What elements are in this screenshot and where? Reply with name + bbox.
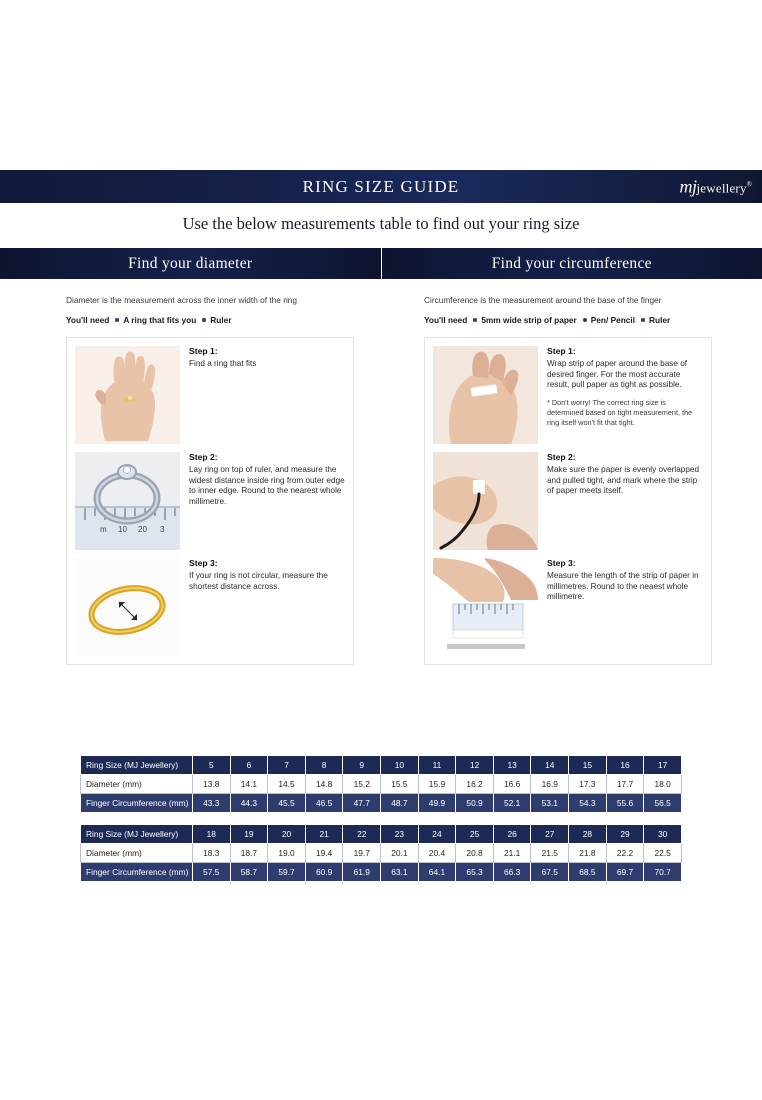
table-row <box>81 756 682 775</box>
table-2-size-7: 25 <box>456 825 494 844</box>
table-1-diameter-3: 14.8 <box>305 775 343 794</box>
table-2-size-5: 23 <box>381 825 419 844</box>
ring-size-table-2 <box>80 824 682 882</box>
circumference-step-3-body: Measure the length of the strip of paper in millimetres. Round to the neaest whole millimetre. <box>547 570 699 602</box>
table-2-size-1: 19 <box>230 825 268 844</box>
table-1-diameter-12: 18.0 <box>644 775 682 794</box>
table-2-size-8: 26 <box>493 825 531 844</box>
table-2-diameter-2: 19.0 <box>268 844 306 863</box>
table-1-diameter-7: 16.2 <box>456 775 494 794</box>
table-1-diameter-10: 17.3 <box>569 775 607 794</box>
table-2-row-label-circumference: Finger Circumference (mm) <box>81 863 193 882</box>
table-1-diameter-8: 16.6 <box>493 775 531 794</box>
table-1-circ-5: 48.7 <box>381 794 419 813</box>
svg-text:20: 20 <box>138 524 147 534</box>
circumference-step-1-title: Step 1: <box>547 345 576 356</box>
table-2-circ-6: 64.1 <box>418 863 456 882</box>
paper-strip-around-finger-image <box>433 346 538 444</box>
circumference-need-item-0-label: 5mm wide strip of paper <box>481 314 577 325</box>
table-1-size-6: 11 <box>418 756 456 775</box>
circumference-need-item-1 <box>580 315 635 325</box>
table-1-circ-1: 44.3 <box>230 794 268 813</box>
circumference-step-1-text <box>538 346 703 444</box>
table-1-size-11: 16 <box>606 756 644 775</box>
table-1-circ-11: 55.6 <box>606 794 644 813</box>
diameter-step-1-body: Find a ring that fits <box>189 358 257 368</box>
page-title: RING SIZE GUIDE <box>302 176 460 196</box>
brand-name: jewellery <box>696 180 747 195</box>
svg-text:10: 10 <box>118 524 127 534</box>
table-2-diameter-4: 19.7 <box>343 844 381 863</box>
table-1-size-10: 15 <box>569 756 607 775</box>
circumference-need-item-2 <box>638 315 670 325</box>
table-2-diameter-6: 20.4 <box>418 844 456 863</box>
table-2-circ-1: 58.7 <box>230 863 268 882</box>
table-2-diameter-12: 22.5 <box>644 844 682 863</box>
hand-with-ring-image <box>75 346 180 444</box>
table-1-size-0: 5 <box>193 756 231 775</box>
table-2-diameter-9: 21.5 <box>531 844 569 863</box>
brand-registered-mark: ® <box>746 180 752 189</box>
table-1-size-7: 12 <box>456 756 494 775</box>
table-2-diameter-0: 18.3 <box>193 844 231 863</box>
table-1-circ-6: 49.9 <box>418 794 456 813</box>
column-circumference <box>424 295 712 665</box>
circumference-step-2-text <box>538 452 703 550</box>
table-2-diameter-5: 20.1 <box>381 844 419 863</box>
circumference-steps-box <box>424 337 712 665</box>
table-2-size-11: 29 <box>606 825 644 844</box>
diameter-step-3 <box>75 558 345 656</box>
table-1-diameter-5: 15.5 <box>381 775 419 794</box>
circumference-step-2-body: Make sure the paper is evenly overlapped and pulled tight, and mark where the strip of paper meets itself. <box>547 464 700 496</box>
table-2-size-3: 21 <box>305 825 343 844</box>
table-1-diameter-1: 14.1 <box>230 775 268 794</box>
table-1-row-label-circumference: Finger Circumference (mm) <box>81 794 193 813</box>
table-2-circ-12: 70.7 <box>644 863 682 882</box>
circumference-step-1 <box>433 346 703 444</box>
diameter-step-3-title: Step 3: <box>189 557 218 568</box>
table-2-size-4: 22 <box>343 825 381 844</box>
diameter-step-3-body: If your ring is not circular, measure the shortest distance across. <box>189 570 328 591</box>
diameter-step-2-title: Step 2: <box>189 451 218 462</box>
diameter-need-label: You'll need <box>66 314 110 325</box>
column-heading-circumference: Find your circumference <box>382 248 762 279</box>
table-1-diameter-2: 14.5 <box>268 775 306 794</box>
diameter-step-2-body: Lay ring on top of ruler, and measure the widest distance inside ring from outer edge to inner edge. Round to the nearest whole millimetre. <box>189 464 345 507</box>
circumference-need-item-1-label: Pen/ Pencil <box>590 314 636 325</box>
table-2-size-9: 27 <box>531 825 569 844</box>
table-1-size-12: 17 <box>644 756 682 775</box>
table-2-size-0: 18 <box>193 825 231 844</box>
table-1-diameter-11: 17.7 <box>606 775 644 794</box>
table-1-diameter-4: 15.2 <box>343 775 381 794</box>
table-1-size-5: 10 <box>381 756 419 775</box>
diameter-step-1-text <box>180 346 345 444</box>
table-1-circ-7: 50.9 <box>456 794 494 813</box>
ring-size-table-1 <box>80 755 682 813</box>
brand-mj: mj <box>679 176 697 196</box>
table-1-size-3: 8 <box>305 756 343 775</box>
table-1-size-4: 9 <box>343 756 381 775</box>
column-diameter <box>66 295 354 665</box>
page-subtitle: Use the below measurements table to find out your ring size <box>182 214 580 233</box>
diameter-step-2-text <box>180 452 345 550</box>
table-2-diameter-3: 19.4 <box>305 844 343 863</box>
table-2-circ-2: 59.7 <box>268 863 306 882</box>
table-2-circ-5: 63.1 <box>381 863 419 882</box>
diameter-need-item-1 <box>199 315 231 325</box>
table-1-row-label-diameter: Diameter (mm) <box>81 775 193 794</box>
table-row <box>81 775 682 794</box>
column-heading-diameter: Find your diameter <box>0 248 382 279</box>
table-2-circ-7: 65.3 <box>456 863 494 882</box>
table-2-size-10: 28 <box>569 825 607 844</box>
circumference-step-3-title: Step 3: <box>547 557 576 568</box>
diameter-step-1 <box>75 346 345 444</box>
table-2-diameter-8: 21.1 <box>493 844 531 863</box>
table-1-diameter-6: 15.9 <box>418 775 456 794</box>
paper-strip-on-ruler-image <box>433 558 538 656</box>
table-2-size-6: 24 <box>418 825 456 844</box>
table-1-circ-4: 47.7 <box>343 794 381 813</box>
circumference-need-item-0 <box>470 315 576 325</box>
circumference-need-label: You'll need <box>424 314 468 325</box>
table-2-diameter-10: 21.8 <box>569 844 607 863</box>
diameter-need-item-0 <box>112 315 196 325</box>
circumference-step-1-body: Wrap strip of paper around the base of desired finger. For the most accurate result, pull paper as tight as possible. <box>547 358 688 390</box>
table-1-circ-9: 53.1 <box>531 794 569 813</box>
table-1-circ-8: 52.1 <box>493 794 531 813</box>
brand-logo <box>680 176 753 197</box>
svg-text:3: 3 <box>160 524 165 534</box>
table-1-size-8: 13 <box>493 756 531 775</box>
circumference-step-3-text <box>538 558 703 656</box>
table-1-diameter-9: 16.9 <box>531 775 569 794</box>
circumference-description: Circumference is the measurement around the base of the finger <box>424 295 662 305</box>
table-2-diameter-11: 22.2 <box>606 844 644 863</box>
table-row <box>81 825 682 844</box>
circumference-step-1-note: * Don't worry! The correct ring size is determined based on tight measurement, the ring itself won't fit that tight. <box>547 398 693 427</box>
circumference-step-2 <box>433 452 703 550</box>
diameter-step-2 <box>75 452 345 550</box>
table-row <box>81 863 682 882</box>
table-1-circ-3: 46.5 <box>305 794 343 813</box>
header-bar <box>0 170 762 203</box>
table-row <box>81 794 682 813</box>
diameter-description: Diameter is the measurement across the inner width of the ring <box>66 295 298 305</box>
circumference-step-2-title: Step 2: <box>547 451 576 462</box>
bullet-dot-icon <box>473 318 477 322</box>
table-2-circ-0: 57.5 <box>193 863 231 882</box>
diameter-need-item-0-label: A ring that fits you <box>123 314 197 325</box>
table-1-size-1: 6 <box>230 756 268 775</box>
table-2-row-label-diameter: Diameter (mm) <box>81 844 193 863</box>
table-2-circ-9: 67.5 <box>531 863 569 882</box>
table-2-row-label-size: Ring Size (MJ Jewellery) <box>81 825 193 844</box>
table-1-circ-0: 43.3 <box>193 794 231 813</box>
circumference-step-3 <box>433 558 703 656</box>
table-2-diameter-1: 18.7 <box>230 844 268 863</box>
table-1-diameter-0: 13.8 <box>193 775 231 794</box>
circumference-needs <box>424 315 712 325</box>
table-1-size-2: 7 <box>268 756 306 775</box>
bullet-dot-icon <box>115 318 119 322</box>
table-2-circ-4: 61.9 <box>343 863 381 882</box>
diameter-step-3-text <box>180 558 345 656</box>
svg-text:m: m <box>100 524 107 534</box>
diameter-needs <box>66 315 354 325</box>
bullet-dot-icon <box>641 318 645 322</box>
table-1-row-label-size: Ring Size (MJ Jewellery) <box>81 756 193 775</box>
table-2-circ-10: 68.5 <box>569 863 607 882</box>
diameter-steps-box <box>66 337 354 665</box>
gold-band-ring-image <box>75 558 180 656</box>
column-headers <box>0 248 762 279</box>
table-2-circ-11: 69.7 <box>606 863 644 882</box>
table-1-circ-2: 45.5 <box>268 794 306 813</box>
diameter-step-1-title: Step 1: <box>189 345 218 356</box>
ring-on-ruler-image <box>75 452 180 550</box>
marking-paper-strip-image <box>433 452 538 550</box>
table-2-circ-3: 60.9 <box>305 863 343 882</box>
diameter-need-item-1-label: Ruler <box>210 314 232 325</box>
table-2-size-12: 30 <box>644 825 682 844</box>
bullet-dot-icon <box>583 318 587 322</box>
circumference-need-item-2-label: Ruler <box>649 314 671 325</box>
ring-size-tables <box>80 755 682 882</box>
table-2-diameter-7: 20.8 <box>456 844 494 863</box>
table-2-size-2: 20 <box>268 825 306 844</box>
table-row <box>81 844 682 863</box>
table-2-circ-8: 66.3 <box>493 863 531 882</box>
table-1-circ-10: 54.3 <box>569 794 607 813</box>
table-1-circ-12: 56.5 <box>644 794 682 813</box>
bullet-dot-icon <box>202 318 206 322</box>
table-1-size-9: 14 <box>531 756 569 775</box>
